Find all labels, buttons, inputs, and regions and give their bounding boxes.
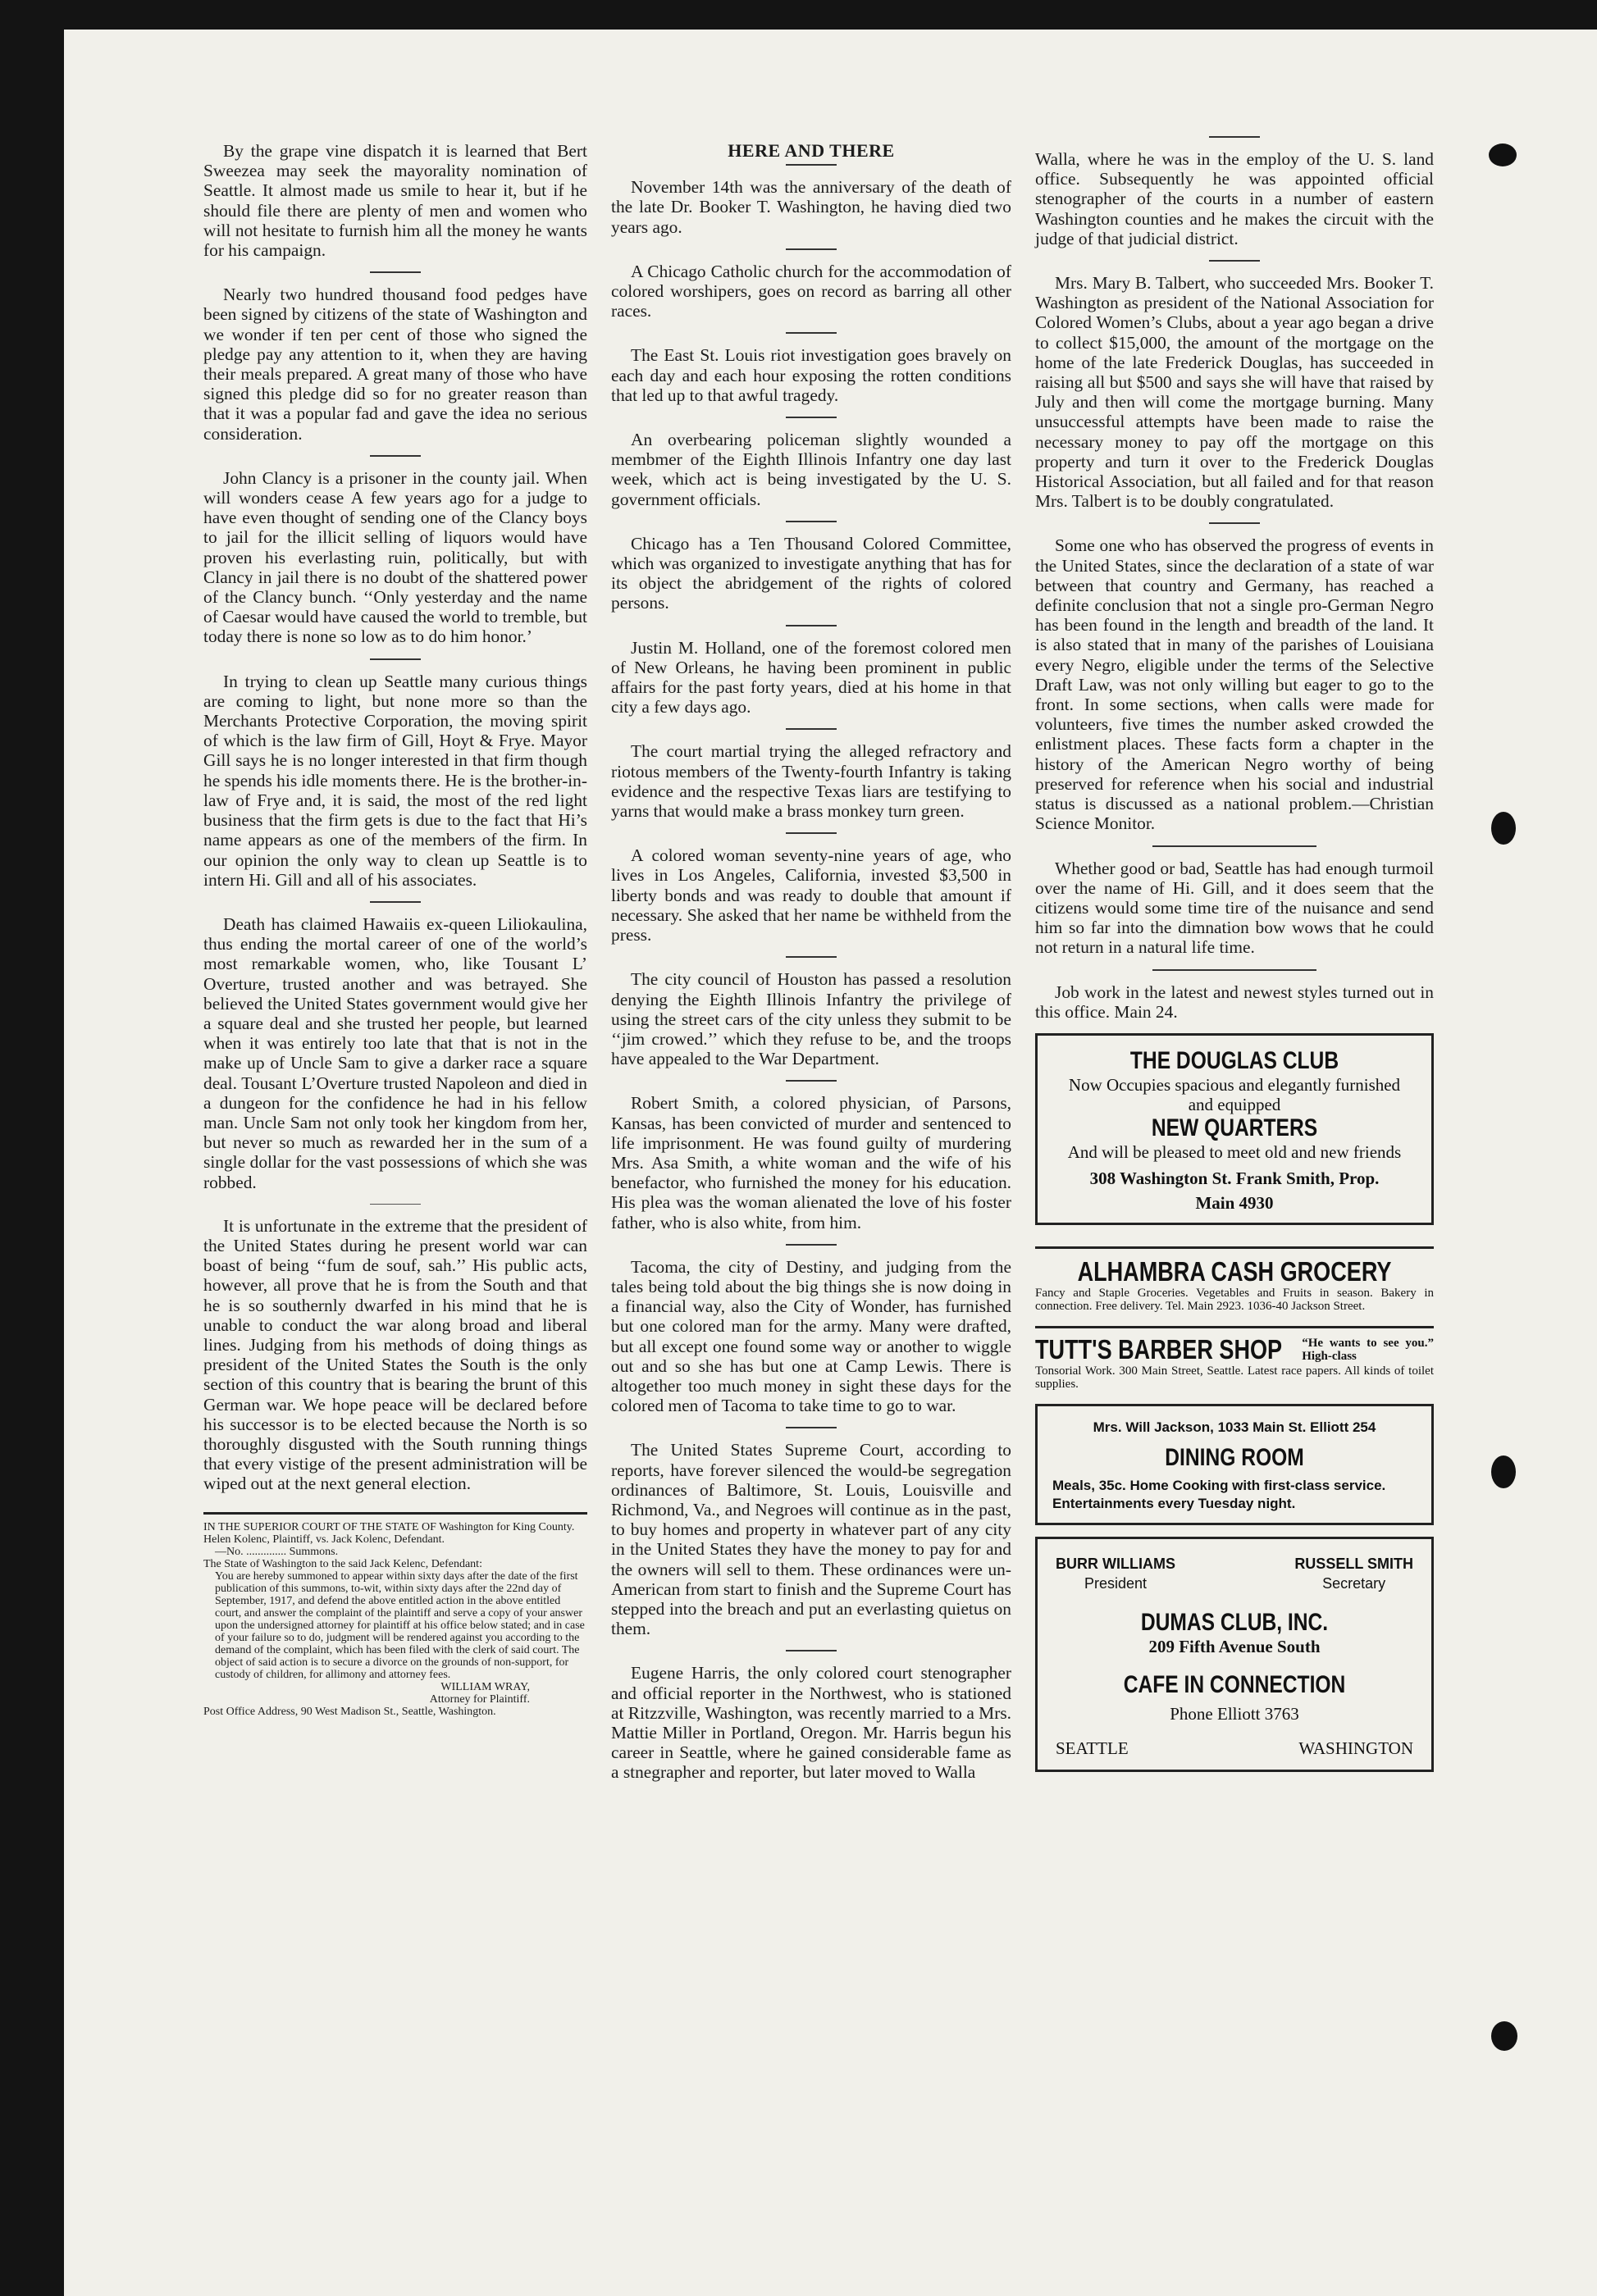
ad-address: 308 Washington St. Frank Smith, Prop.: [1089, 1168, 1380, 1188]
ad-rule: [1035, 1246, 1434, 1249]
ad-text: And will be pleased to meet old and new friends: [1067, 1141, 1402, 1162]
ad-slogan: “He wants to see you.” High-class: [1302, 1336, 1434, 1363]
ad-dining-room: [1035, 1404, 1434, 1525]
ad-phone: Main 4930: [1195, 1192, 1274, 1213]
separator: [786, 248, 837, 250]
separator: [786, 1650, 837, 1651]
ad-title: NEW QUARTERS: [1151, 1114, 1318, 1141]
news-item: A colored woman seventy-nine years of age, who lives in Los Angeles, California, invested $3,500 in liberty bonds and was ready to double that amount if necessary. She asked that her name be withheld from the press.: [611, 845, 1011, 945]
article-sweezea: By the grape vine dispatch it is learned that Bert Sweezea may seek the mayorality nomination of Seattle. It almost made us smile to hear it, but if he should file there are plenty of men and women who will not hesitate to furnish him all the money he wants for his campaign.: [203, 141, 587, 261]
ad-title: THE DOUGLAS CLUB: [1129, 1046, 1339, 1074]
column-3: [1035, 141, 1434, 1772]
news-item: Chicago has a Ten Thousand Colored Committee, which was organized to investigate anything that has for its object the abridgement of the rights of colored persons.: [611, 533, 1011, 613]
ad-title: CAFE IN CONNECTION: [1123, 1670, 1346, 1698]
news-item: Tacoma, the city of Destiny, and judging from the tales being told about the big things she is now doing in a financial way, also the City of Wonder, has furnished but one colored man for the army. Many were drafted, but all except one found some way or another to wiggle out and so she has but one at Camp Lewis. There is altogether too much money in sight these days for the colored men of Tacoma to take time to go to war.: [611, 1256, 1011, 1416]
ad-title: DINING ROOM: [1165, 1444, 1304, 1472]
officer-name: RUSSELL SMITH: [1294, 1556, 1413, 1573]
separator: [786, 728, 837, 730]
legal-summons: [203, 1512, 587, 1718]
news-item: A Chicago Catholic church for the accommodation of colored worshipers, goes on record as barring all other races.: [611, 261, 1011, 321]
separator: [1209, 136, 1260, 138]
officer-role: President: [1084, 1575, 1148, 1592]
news-item: The East St. Louis riot investigation goes bravely on each day and each hour exposing the rotten conditions that led up to that awful tragedy.: [611, 345, 1011, 405]
news-item-talbert: Mrs. Mary B. Talbert, who succeeded Mrs. Booker T. Washington as president of the National Association for Colored Women’s Clubs, about a year ago began a drive to collect $15,000, the amount of the mortgage on the home of the late Frederick Douglas, has succeeded in raising all but $500 and says she will have that raised by July and then will come the mortgage burning. Many unsuccessful attempts have been made to raise the necessary money to pay off the mortgage on this property and turn it over to the Frederick Douglas Historical Association, but all failed and for that reason Mrs. Talbert is to be doubly congratulated.: [1035, 273, 1434, 512]
ad-rule: [1035, 1326, 1434, 1328]
legal-attorney-title: Attorney for Plaintiff.: [429, 1692, 530, 1706]
column-1: [203, 141, 587, 1718]
officer-role: Secretary: [1322, 1575, 1386, 1592]
news-item: Eugene Harris, the only colored court stenographer and official reporter in the Northwest, who is stationed at Ritzzville, Washington, was recently married to a Mrs. Mattie Miller in Portland, Oregon. Mr. Harris begun his career in Seattle, where he gained considerable fame as a stnegrapher and reporter, but later moved to Walla: [611, 1663, 1011, 1783]
ad-title: TUTT'S BARBER SHOP: [1035, 1333, 1283, 1364]
ad-location: [1056, 1738, 1413, 1758]
ad-city: SEATTLE: [1056, 1738, 1129, 1758]
legal-number: —No. .............. Summons.: [215, 1545, 339, 1558]
column-2: [611, 141, 1011, 1794]
separator: [370, 271, 421, 273]
news-item: An overbearing policeman slightly wounded a membmer of the Eighth Illinois Infantry one day last week, which act is being investigated by the U. S. government officials.: [611, 430, 1011, 509]
separator: [1209, 522, 1260, 524]
legal-body: You are hereby summoned to appear within sixty days after the date of the first publication of this summons, to-wit, within sixty days after the 22nd day of September, 1917, and defend the above entitled action in the above entitled court, and answer the complaint of the plaintiff and serve a copy of your answer upon the undersigned attorney for plaintiff at his office below stated; and in case of your failure so to do, judgment will be rendered against you according to the demand of the complaint, which has been filed with the clerk of said court. The object of said action is to secure a divorce on the grounds of non-support, for custody of children, for allimony and attorney fees.: [215, 1569, 585, 1681]
separator: [786, 956, 837, 958]
legal-attorney-name: WILLIAM WRAY,: [440, 1680, 530, 1693]
ad-state: WASHINGTON: [1298, 1738, 1413, 1758]
legal-post-office: Post Office Address, 90 West Madison St., Seattle, Washington.: [203, 1705, 496, 1718]
ad-address: 209 Fifth Avenue South: [1148, 1636, 1321, 1656]
article-merchants-protective: In trying to clean up Seattle many curious things are coming to light, but none more so than the Merchants Protective Corporation, the moving spirit of which is the law firm of Gill, Hoyt & Frye. Mayor Gill says he is no longer interested in that firm though he spends his idle moments there. He is the brother-in-law of Frye and, it is said, the most of the red light business that the firm gets is due to the fact that Hi’s name appears as one of the members of the firm. In our opinion the only way to clean up Seattle is to intern Hi. Gill and all of his associates.: [203, 671, 587, 890]
article-liliokaulina: Death has claimed Hawaiis ex-queen Liliokaulina, thus ending the mortal career of one of the world’s most remarkable women, who, like Tousant L’ Overture, trusted another and was betrayed. She believed the United States government would give her a square deal and she trusted her people, but learned when it was entirely too late that that is not in the make up of Uncle Sam to give a darker race a square deal. Tousant L’Overture trusted Napoleon and died in a dungeon for the confidence he had in his fellow man. Uncle Sam not only took her kingdom from her, but never so much as rewarded her in the sum of a single dollar for the vast possessions of which she was robbed.: [203, 913, 587, 1192]
separator: [786, 521, 837, 522]
separator: [786, 164, 837, 166]
ad-douglas-club: [1035, 1033, 1434, 1225]
ad-title: ALHAMBRA CASH GROCERY: [1077, 1255, 1392, 1287]
news-item-continued: Walla, where he was in the employ of the U. S. land office. Subsequently he was appointed official stenographer of the courts in a number of eastern Washington counties and he makes the circuit with the judge of that judicial district.: [1035, 149, 1434, 248]
legal-court: IN THE SUPERIOR COURT OF THE STATE OF Washington for King County.: [203, 1520, 575, 1533]
separator: [786, 832, 837, 834]
section-heading: HERE AND THERE: [728, 140, 895, 161]
separator: [1209, 260, 1260, 262]
ad-text: Fancy and Staple Groceries. Vegetables and Fruits in season. Bakery in connection. Free delivery. Tel. Main 2923. 1036-40 Jackson Street.: [1035, 1286, 1434, 1313]
separator: [786, 417, 837, 418]
separator: [370, 455, 421, 457]
ad-alhambra-grocery: [1035, 1257, 1434, 1313]
legal-parties: Helen Kolenc, Plaintiff, vs. Jack Kolenc, Defendant.: [203, 1533, 445, 1546]
news-item: Robert Smith, a colored physician, of Parsons, Kansas, has been convicted of murder and sentenced to life imprisonment. He was found guilty of murdering Mrs. Asa Smith, a white woman and the wife of his benefactor, who furnished the money for his education. His plea was the woman alienated the love of his foster father, who is also white, from him.: [611, 1093, 1011, 1232]
officer-name: BURR WILLIAMS: [1056, 1556, 1175, 1573]
separator: [370, 658, 421, 660]
separator: [1152, 845, 1316, 847]
news-item-gill: Whether good or bad, Seattle has had enough turmoil over the name of Hi. Gill, and it does seem that the citizens would some time tire of the nuisance and send him so far into the dimnation bow wows that he could not return in a natural life time.: [1035, 858, 1434, 958]
separator: [786, 1080, 837, 1082]
ink-blot: [1491, 2021, 1517, 2051]
news-item: Justin M. Holland, one of the foremost colored men of New Orleans, he having been prominent in public affairs for the past forty years, died at his home in that city a few days ago.: [611, 637, 1011, 718]
news-item-pro-german: Some one who has observed the progress of events in the United States, since the declaration of a state of war between that country and Germany, has reached a definite conclusion that not a single pro-German Negro has been found in the length and breadth of the land. It is also stated that in many of the parishes of Louisiana every Negro, eligible under the terms of the Selective Draft Law, was not only willing but eager to go to the front. In some sections, when calls were made for volunteers, five times the number asked crowded the enlistment places. These facts form a chapter in the history of the American Negro worthy of being preserved for reference when his social and industrial status is discussed as a national problem.—Christian Science Monitor.: [1035, 535, 1434, 834]
separator: [370, 1204, 421, 1205]
article-clancy: John Clancy is a prisoner in the county jail. When will wonders cease A few years ago for a judge to have even thought of sending one of the Clancy boys to jail for the illicit selling of liquors would have proven his everlasting ruin, politically, but with Clancy in jail there is no doubt of the shattered power of the Clancy bunch. ‘‘Only yesterday and the name of Caesar would have caused the world to tremble, but today there is none so low as to do him honor.’: [203, 467, 587, 647]
news-item: The court martial trying the alleged refractory and riotous members of the Twenty-fourth Infantry is taking evidence and the respective Texas liars are testifying to yarns that would make a brass monkey turn green.: [611, 741, 1011, 822]
ad-dumas-club: [1035, 1537, 1434, 1772]
separator: [1152, 969, 1316, 971]
ink-blot: [1491, 812, 1516, 845]
job-work-notice: Job work in the latest and newest styles turned out in this office. Main 24.: [1035, 982, 1434, 1022]
news-item: The city council of Houston has passed a resolution denying the Eighth Illinois Infantry the privilege of using the street cars of the city unless they submit to be ‘‘jim crowed.’’ which they refuse to be, and the troops have appealed to the War Department.: [611, 969, 1011, 1069]
ink-blot: [1491, 1456, 1516, 1488]
news-item: The United States Supreme Court, according to reports, have forever silenced the would-be segregation ordinances of Baltimore, St. Louis, Louisville and Richmond, Va., and Negroes will continue as in the past, to buy homes and property in whatever part of any city in the United States they have the money to pay for and the owners will sell to them. These ordinances were un-American from start to finish and the Supreme Court has stepped into the breach and put an everlasting quietus on them.: [611, 1440, 1011, 1639]
ad-text: Tonsorial Work. 300 Main Street, Seattle. Latest race papers. All kinds of toilet supplies.: [1035, 1364, 1434, 1391]
separator: [786, 1244, 837, 1246]
ad-text: Now Occupies spacious and elegantly furnished and equipped: [1068, 1074, 1401, 1114]
article-president: It is unfortunate in the extreme that the president of the United States during he present world war can boast of being ‘‘fum de souf, sah.’’ His public acts, however, all prove that he is from the South and that he is so southernly dwarfed in his mind that he is unable to conduct the war along broad and liberal lines. Judging from his methods of doing things as president of the United States the South is the only section of this country that is bearing the brunt of this German war. We hope peace will be declared before his successor is to be elected because the North is so thoroughly disgusted with the South running things that every vistige of the present administration will be wiped out at the next general election.: [203, 1215, 587, 1494]
ad-title: DUMAS CLUB, INC.: [1140, 1608, 1329, 1636]
separator: [786, 625, 837, 626]
ink-blot: [1489, 144, 1517, 166]
ad-officers: [1056, 1554, 1413, 1593]
ad-owner-line: Mrs. Will Jackson, 1033 Main St. Elliott 254: [1093, 1419, 1376, 1435]
separator: [786, 332, 837, 334]
ad-phone: Phone Elliott 3763: [1170, 1703, 1299, 1724]
ad-tutts-barber-shop: [1035, 1335, 1434, 1391]
ad-text: Meals, 35c. Home Cooking with first-class service. Entertainments every Tuesday night.: [1052, 1478, 1386, 1512]
news-item: November 14th was the anniversary of the death of the late Dr. Booker T. Washington, he having died two years ago.: [611, 177, 1011, 237]
article-food-pledges: Nearly two hundred thousand food pedges have been signed by citizens of the state of Washington and we wonder if ten per cent of those who signed the pledge pay any attention to it, when they are having their meals prepared. A great many of those who have signed this pledge did so for no greater reason than that it was a popular fad and gave the idea no serious consideration.: [203, 285, 587, 444]
separator: [786, 1427, 837, 1428]
legal-address-line: The State of Washington to the said Jack Kelenc, Defendant:: [203, 1557, 482, 1570]
separator: [370, 901, 421, 903]
